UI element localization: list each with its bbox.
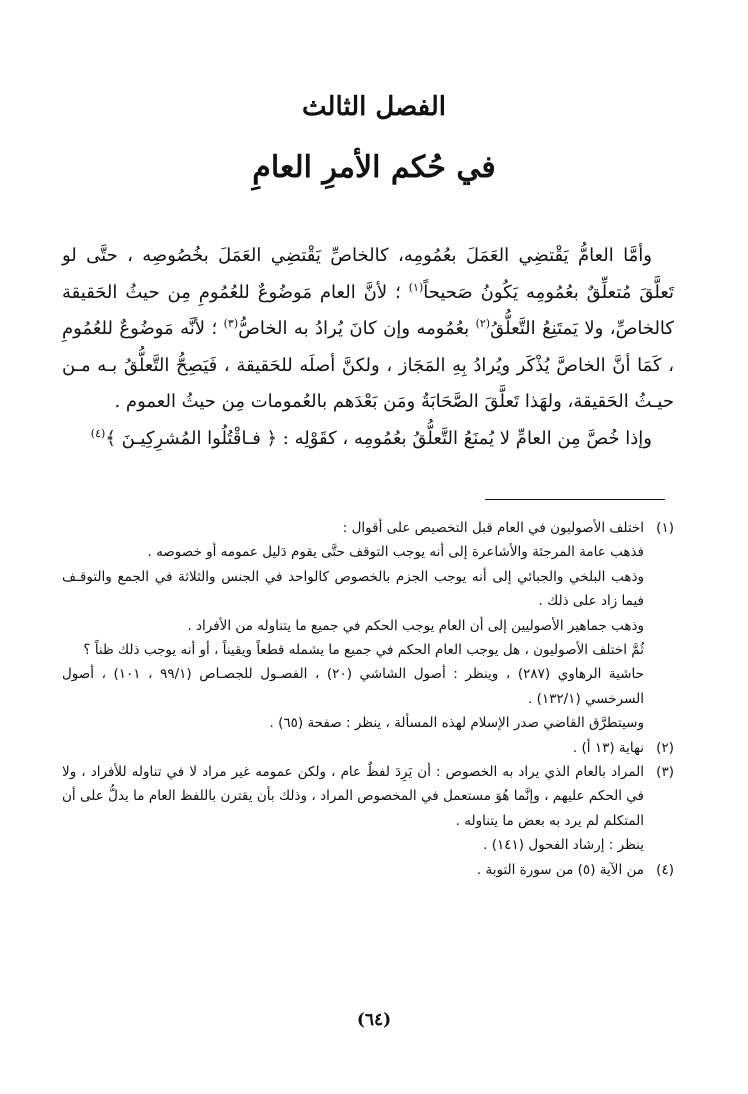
footnote-line: وذهب البلخي والجبائي إلى أنه يوجب الجزم بالخصوص كالواحد في الجنس والثلاثة في الجمع والتوقـف فيما زاد على ذلك . [62, 568, 644, 610]
footnote-number: (٤) [656, 861, 674, 878]
footnote-ref-1: (١) [408, 280, 424, 294]
footnote-line: وذهب جماهير الأصوليين إلى أن العام يوجب الحكم في جميع ما يتناوله من الأفراد . [187, 617, 644, 634]
footnote-4 [62, 858, 674, 882]
footnote-body [62, 760, 644, 858]
footnote-number: (٣) [656, 764, 674, 781]
footnote-line: فذهب عامة المرجئة والأشاعرة إلى أنه يوجب التوقف حتَّى يقوم دَليل عمومه أو خصوصه . [147, 544, 644, 561]
footnote-3 [62, 760, 674, 858]
footnote-body [62, 858, 644, 882]
footnote-ref-3: (٣) [223, 317, 239, 330]
footnote-1 [62, 516, 674, 736]
paragraph-2 [62, 421, 674, 458]
footnote-number: (١) [656, 520, 674, 536]
footnote-divider [485, 499, 665, 500]
footnote-line: المراد بالعام الذي يراد به الخصوص : أن يَرِدَ لفظٌ عام ، ولكن عمومه غير مراد لا في تناوله للأفراد ، ولا في الحكم عليهم ، وإنَّما هُوَ مستعمل في المخصوص المراد ، وذلك بأن يقترن باللفظ العام ما يدلُّ على أن المتكلم لم يرد به بعض ما يتناوله . [62, 764, 644, 829]
paragraph-1-part-a: وأمَّا العامُّ يَقْتضِي العَمَلَ بعُمُومِه، كالخاصِّ يَقْتضِي العَمَلَ بخُصُوصِه ، حتَّى لو تَعلَّقَ مُتعلِّقٌ بعُمُومِه يَكُونُ صَحيحاً [62, 245, 674, 303]
footnote-ref-4: (٤) [90, 426, 106, 440]
footnote-body [62, 736, 644, 760]
footnote-line: وسيتطرَّق القاضي صدر الإسلام لهذه المسألة ، ينظر : صفحة (٦٥) . [269, 715, 644, 732]
footnote-line: ثُمَّ اختلف الأصوليون ، هل يوجب العام الحكم في جميع ما يشمله قطعاً ويقيناً ، أو أنه يوجب ذلك ظناً ؟ [83, 642, 644, 659]
footnote-line: حاشية الرهاوي (٢٨٧) ، وينظر : أصول الشاشي (٢٠) ، الفصـول للجصـاص (٩٩/١ ، ١٠١) ، أصول السرخسي (١٣٢/١) . [62, 666, 645, 707]
page-number: (٦٤) [356, 1010, 392, 1030]
footnote-2 [62, 736, 674, 760]
paragraph-1-part-c: بعُمُومه وإن كانَ يُرادُ به الخاصُّ [238, 318, 476, 339]
footnote-number: (٢) [656, 739, 674, 756]
paragraph-2-text: وإذا خُصَّ مِن العامِّ لا يُمنَعُ التَّعلُّقُ بعُمُومِه ، كقَوْلِه : ﴿ فـاقْتُلُوا المُشرِكِيـنَ ﴾ [105, 427, 652, 449]
footnote-body [62, 516, 644, 736]
footnote-line: نهاية (١٣ أ) . [572, 739, 644, 756]
footnote-line: من الآية (٥) من سورة التوبة . [476, 861, 644, 878]
chapter-subtitle: في حُكم الأمرِ العامِ [252, 150, 496, 185]
paragraph-1 [62, 238, 674, 421]
footnote-line: اختلف الأصوليون في العام قبل التخصيص على أقوال : [342, 520, 644, 536]
main-text [62, 238, 674, 457]
paragraph-1-part-d: ؛ لأنَّه مَوضُوعٌ للعُمُومِ ، كَمَا أنَّ الخاصَّ يُذْكَر ويُرادُ بِهِ المَجَاز ، ولكنَّ أصلَه للحَقيقة ، فَيَصِحُّ التَّعلُّقُ بـه مـن حيـثُ الحَقيقة، ولهَذا تَعلَّقَ الصَّحَابَةُ ومَن بَعْدَهم بالعُمومات مِن حيثُ العموم . [62, 318, 674, 412]
chapter-title: الفصل الثالث [302, 92, 446, 122]
paragraph-1-part-b: ؛ لأنَّ العام مَوضُوعٌ للعُمُومِ مِن حيثُ الحَقيقة كالخاصِّ، ولا يَمتَنِعُ التَّعلُّقُ [62, 281, 674, 339]
footnote-line: ينظر : إرشاد الفحول (١٤١) . [483, 837, 644, 854]
footnotes [62, 516, 674, 882]
footnote-ref-2: (٢) [475, 317, 491, 330]
